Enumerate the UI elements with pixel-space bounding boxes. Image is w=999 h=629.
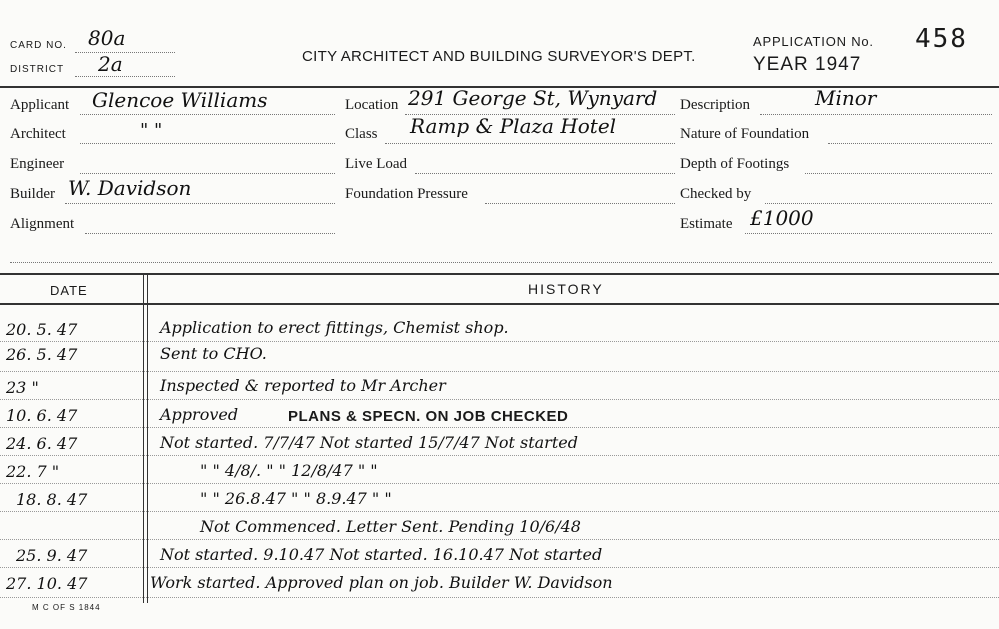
applicant-value: Glencoe Williams <box>92 88 268 112</box>
class-value: Ramp & Plaza Hotel <box>410 114 617 138</box>
row-1-date: 20. 5. 47 <box>6 320 78 339</box>
typed-note: PLANS & SPECN. ON JOB CHECKED <box>288 408 569 425</box>
row-6-history: " " 4/8/. " " 12/8/47 " " <box>200 461 378 480</box>
row-2-date: 26. 5. 47 <box>6 345 78 364</box>
form-code: M C OF S 1844 <box>32 603 101 612</box>
row-5-history: Not started. 7/7/47 Not started 15/7/47 Not started <box>160 433 578 452</box>
foundation-pressure-label: Foundation Pressure <box>345 186 468 202</box>
description-label: Description <box>680 97 750 113</box>
row-4-history: Approved <box>160 405 239 424</box>
row-7-history: " " 26.8.47 " " 8.9.47 " " <box>200 489 392 508</box>
row-4-date: 10. 6. 47 <box>6 406 78 425</box>
district-value: 2a <box>98 52 123 76</box>
row-9-history: Not started. 9.10.47 Not started. 16.10.47 Not started <box>160 545 603 564</box>
class-label: Class <box>345 126 378 142</box>
checked-by-label: Checked by <box>680 186 752 202</box>
depth-footings-label: Depth of Footings <box>680 156 790 172</box>
builder-label: Builder <box>10 186 55 202</box>
estimate-label: Estimate <box>680 216 733 232</box>
date-header: DATE <box>50 283 88 298</box>
builder-value: W. Davidson <box>68 176 192 200</box>
row-10-date: 27. 10. 47 <box>6 574 88 593</box>
row-3-history: Inspected & reported to Mr Archer <box>160 376 446 395</box>
card-no-label: CARD NO. <box>10 40 67 51</box>
history-header: HISTORY <box>528 281 604 297</box>
location-label: Location <box>345 97 399 113</box>
year-label: YEAR 1947 <box>753 54 862 75</box>
row-6-date: 22. 7 " <box>6 462 60 481</box>
description-value: Minor <box>815 86 877 110</box>
district-label: DISTRICT <box>10 64 65 75</box>
card-no-value: 80a <box>88 26 126 50</box>
row-7-date: 18. 8. 47 <box>16 490 88 509</box>
row-9-date: 25. 9. 47 <box>16 546 88 565</box>
row-10-history: Work started. Approved plan on job. Builder W. Davidson <box>150 573 613 592</box>
estimate-value: £1000 <box>750 206 814 230</box>
application-number: 458 <box>915 24 968 54</box>
applicant-label: Applicant <box>10 97 70 113</box>
architect-label: Architect <box>10 126 66 142</box>
row-5-date: 24. 6. 47 <box>6 434 78 453</box>
nature-foundation-label: Nature of Foundation <box>680 126 810 142</box>
live-load-label: Live Load <box>345 156 408 172</box>
row-2-history: Sent to CHO. <box>160 344 267 363</box>
row-8-history: Not Commenced. Letter Sent. Pending 10/6/48 <box>200 517 581 536</box>
engineer-label: Engineer <box>10 156 65 172</box>
location-value: 291 George St, Wynyard <box>408 86 658 110</box>
row-3-date: 23 " <box>6 378 39 397</box>
row-1-history: Application to erect fittings, Chemist shop. <box>160 318 509 337</box>
architect-value: " " <box>140 120 163 141</box>
application-label: APPLICATION No. <box>753 34 874 49</box>
dept-title: CITY ARCHITECT AND BUILDING SURVEYOR'S DEPT. <box>302 48 696 65</box>
alignment-label: Alignment <box>10 216 75 232</box>
